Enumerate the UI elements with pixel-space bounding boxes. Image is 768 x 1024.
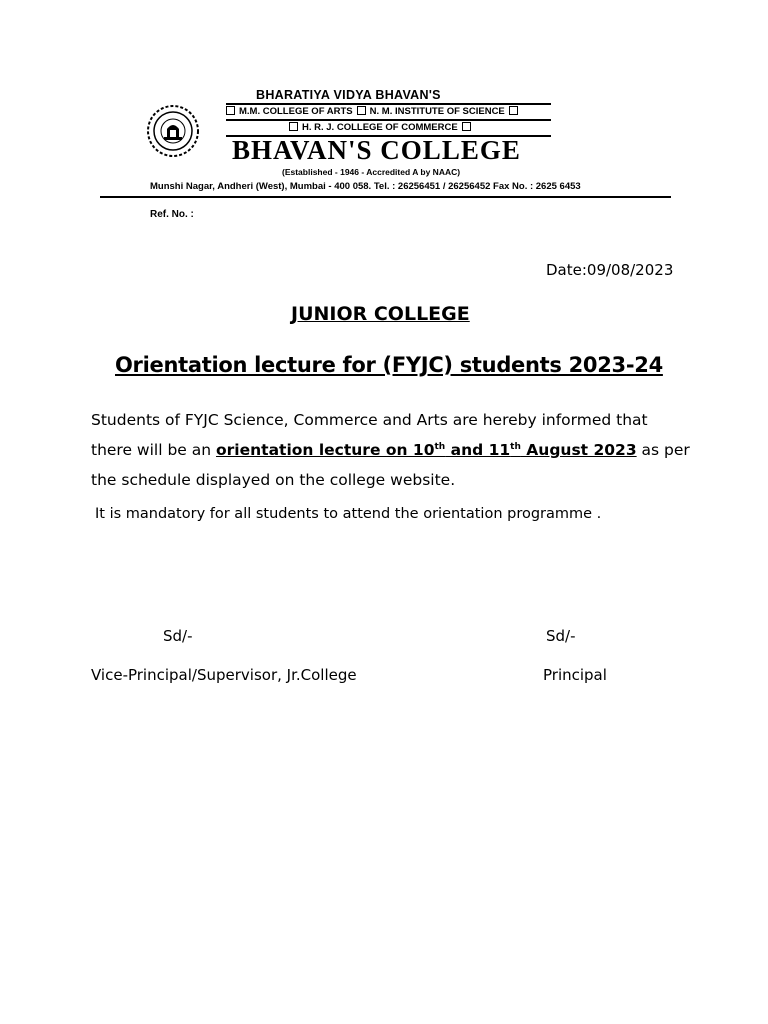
highlight-date: orientation lecture on 10th and 11th August 2023	[216, 441, 637, 459]
established-line: (Established - 1946 - Accredited A by NAAC)	[282, 167, 461, 177]
letterhead-rule	[226, 103, 551, 105]
checkbox-icon	[509, 106, 518, 115]
date: Date:09/08/2023	[546, 261, 674, 279]
notice-title: Orientation lecture for (FYJC) students 2023-24	[115, 353, 663, 377]
page-title: JUNIOR COLLEGE	[291, 303, 470, 325]
checkbox-icon	[357, 106, 366, 115]
body-line: there will be an orientation lecture on 10th and 11th August 2023 as per	[91, 441, 690, 459]
left-signatory-title: Vice-Principal/Supervisor, Jr.College	[91, 666, 357, 684]
mandatory-notice: It is mandatory for all students to attend the orientation programme .	[95, 506, 602, 522]
body-line: Students of FYJC Science, Commerce and Arts are hereby informed that	[91, 411, 648, 429]
body-line: the schedule displayed on the college website.	[91, 471, 456, 489]
checkbox-icon	[462, 122, 471, 131]
college-name: BHAVAN'S COLLEGE	[232, 135, 521, 165]
letterhead	[0, 0, 768, 230]
trust-name: BHARATIYA VIDYA BHAVAN'S	[256, 88, 441, 102]
college-emblem-icon	[146, 104, 200, 158]
left-signature: Sd/-	[163, 627, 193, 645]
address-line: Munshi Nagar, Andheri (West), Mumbai - 400 058. Tel. : 26256451 / 26256452 Fax No. : 2625 6453	[150, 181, 581, 192]
checkbox-icon	[226, 106, 235, 115]
ref-number: Ref. No. :	[150, 209, 194, 220]
letterhead-line1: M.M. COLLEGE OF ARTS N. M. INSTITUTE OF SCIENCE	[222, 106, 522, 117]
right-signatory-title: Principal	[543, 666, 607, 684]
right-signature: Sd/-	[546, 627, 576, 645]
checkbox-icon	[289, 122, 298, 131]
letterhead-line2: H. R. J. COLLEGE OF COMMERCE	[285, 122, 475, 133]
letterhead-rule	[226, 119, 551, 121]
notice-body	[91, 405, 690, 495]
letterhead-bottom-rule	[100, 196, 671, 198]
